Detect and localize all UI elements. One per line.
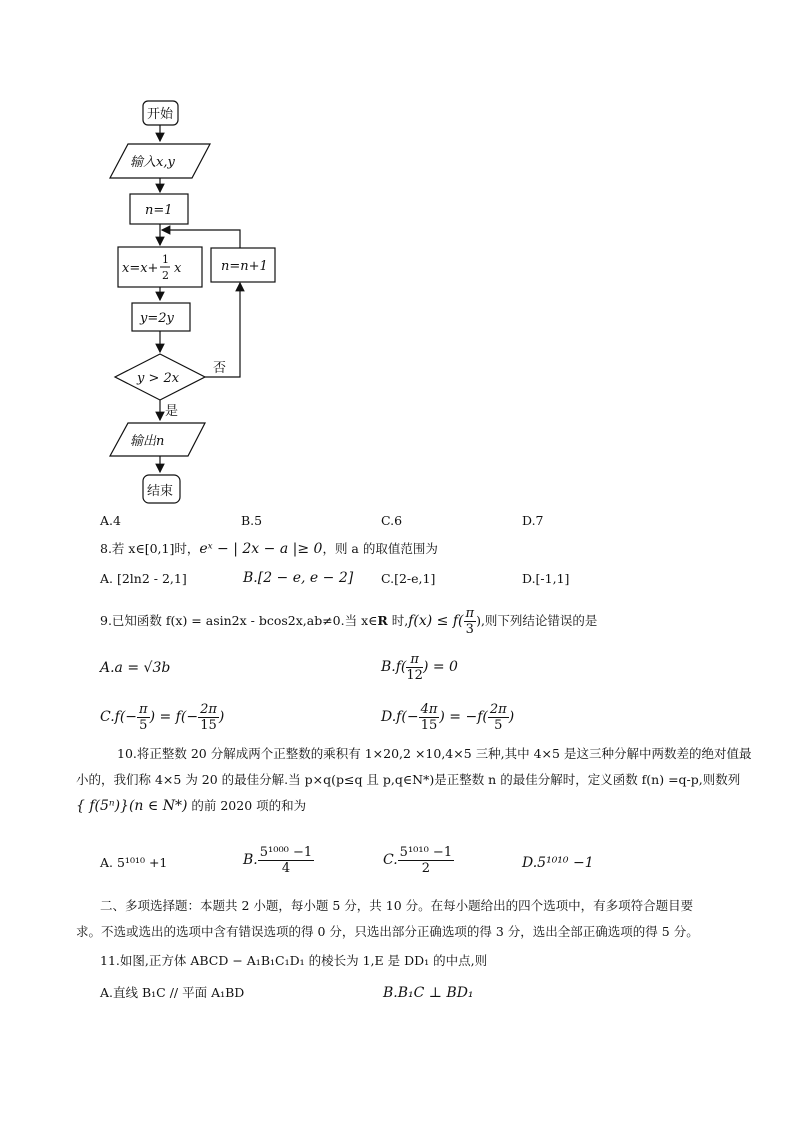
q8-stem: 8.若 x∈[0,1]时，eˣ − | 2x − a |≥ 0，则 a 的取值范围为 xyxy=(100,541,438,557)
section2-line-2: 求。不选或选出的选项中含有错误选项的得 0 分，只选出部分正确选项的得 3 分，选出全部正确选项的得 5 分。 xyxy=(76,924,699,939)
q8-option-a: A. [2ln2 - 2,1] xyxy=(100,571,187,586)
q10-line-3: { f(5ⁿ)}(n ∈ N*) 的前 2020 项的和为 xyxy=(76,798,307,814)
output-label: 输出n xyxy=(130,434,165,449)
no-label: 否 xyxy=(213,361,227,376)
update-x-tail: x xyxy=(174,261,182,276)
flowchart xyxy=(0,0,794,520)
init-label: n=1 xyxy=(145,203,173,218)
condition-label: y > 2x xyxy=(137,371,180,386)
update-y-label: y=2y xyxy=(140,311,174,326)
q9-option-d: D.f(− $\frac{4\pi}{15}$ ) = −f( $\frac{2\pi}{5}$ ) xyxy=(381,701,515,733)
update-x-num: 1 xyxy=(162,253,169,266)
q7-option-b: B.5 xyxy=(241,513,263,528)
q10-option-a: A. 5¹⁰¹⁰ +1 xyxy=(100,855,168,870)
start-label: 开始 xyxy=(147,107,174,122)
q8-stem-math: eˣ − | 2x − a |≥ 0 xyxy=(199,541,323,557)
q10-option-d: D.5¹⁰¹⁰ −1 xyxy=(522,855,594,871)
q8-option-b: B.[2 − e, e − 2] xyxy=(243,570,354,586)
end-label: 结束 xyxy=(147,484,174,499)
update-x-label: x=x+ xyxy=(122,261,159,276)
q9-option-c: C.f(− $\frac{\pi}{5}$ ) = f(− $\frac{2\pi}{15}$ ) xyxy=(100,701,225,733)
q11-stem: 11.如图,正方体 ABCD − A₁B₁C₁D₁ 的棱长为 1,E 是 DD₁ 的中点,则 xyxy=(100,953,488,968)
yes-label: 是 xyxy=(165,404,179,419)
q10-option-c: C. $\frac{\text{5¹⁰¹⁰ −1}}{2}$ xyxy=(383,844,453,876)
q7-option-c: C.6 xyxy=(381,513,403,528)
increment-label: n=n+1 xyxy=(221,259,268,274)
q10-line-2: 小的，我们称 4×5 为 20 的最佳分解.当 p×q(p≤q 且 p,q∈N*)是正整数 n 的最佳分解时，定义函数 f(n) =q-p,则数列 xyxy=(76,772,741,787)
q10-line-1: 10.将正整数 20 分解成两个正整数的乘积有 1×20,2 ×10,4×5 三种,其中 4×5 是这三种分解中两数差的绝对值最 xyxy=(117,746,752,761)
q8-option-c: C.[2-e,1] xyxy=(381,571,436,586)
q9-stem: 9.已知函数 f(x) = asin2x - bcos2x,ab≠0.当 x∈R 时,f(x) ≤ f( $\frac{\pi}{3}$ ),则下列结论错误的是 xyxy=(100,606,598,637)
q7-option-a: A.4 xyxy=(100,513,121,528)
update-x-den: 2 xyxy=(162,269,169,282)
input-label: 输入x,y xyxy=(130,155,175,170)
q9-option-a: A.a = √3b xyxy=(100,660,171,676)
q8-option-d: D.[-1,1] xyxy=(522,571,570,586)
section2-line-1: 二、多项选择题：本题共 2 小题，每小题 5 分，共 10 分。在每小题给出的四个选项中，有多项符合题目要 xyxy=(100,898,694,913)
q7-option-d: D.7 xyxy=(522,513,544,528)
q9-option-b: B.f( $\frac{\pi}{12}$ ) = 0 xyxy=(381,651,458,683)
q11-option-b: B.B₁C ⊥ BD₁ xyxy=(383,985,474,1001)
q10-option-b: B. $\frac{\text{5¹⁰⁰⁰ −1}}{4}$ xyxy=(243,844,313,876)
q11-option-a: A.直线 B₁C // 平面 A₁BD xyxy=(100,985,245,1000)
